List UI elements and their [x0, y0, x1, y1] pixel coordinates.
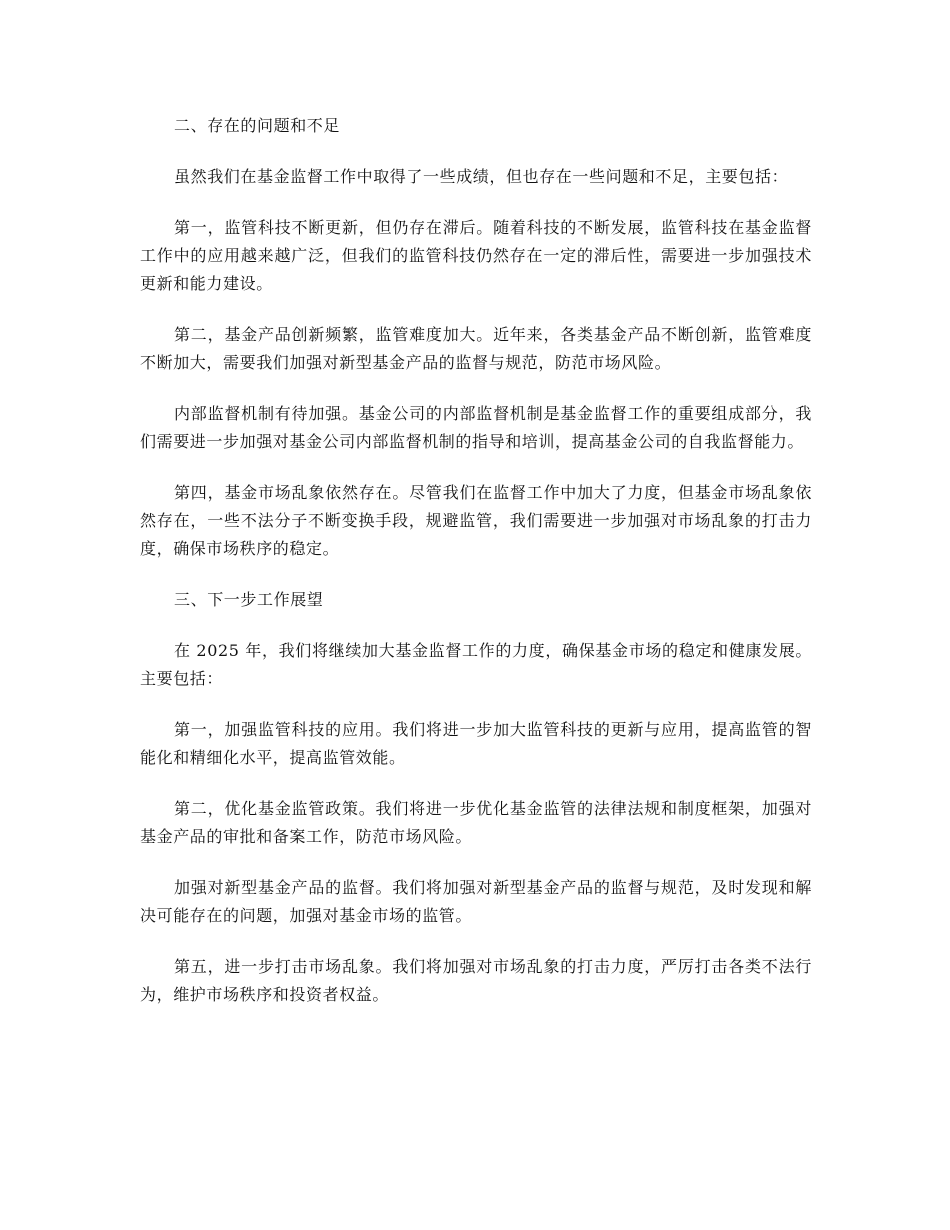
section-heading-outlook: 三、下一步工作展望: [174, 590, 324, 609]
paragraph-intro-outlook: 在 2025 年，我们将继续加大基金监督工作的力度，确保基金市场的稳定和健康发展。主要包括：: [140, 641, 812, 688]
paragraph-outlook-2: 第二，优化基金监管政策。我们将进一步优化基金监管的法律法规和制度框架，加强对基金产品的审批和备案工作，防范市场风险。: [140, 799, 812, 846]
section-heading-problems: 二、存在的问题和不足: [174, 116, 341, 135]
paragraph-outlook-1: 第一，加强监管科技的应用。我们将进一步加大监管科技的更新与应用，提高监管的智能化和精细化水平，提高监管效能。: [140, 720, 812, 767]
paragraph-problem-2: 第二，基金产品创新频繁，监管难度加大。近年来，各类基金产品不断创新，监管难度不断加大，需要我们加强对新型基金产品的监督与规范，防范市场风险。: [140, 325, 812, 372]
paragraph-outlook-5: 第五，进一步打击市场乱象。我们将加强对市场乱象的打击力度，严厉打击各类不法行为，维护市场秩序和投资者权益。: [140, 957, 812, 1004]
paragraph-problem-3: 内部监督机制有待加强。基金公司的内部监督机制是基金监督工作的重要组成部分，我们需要进一步加强对基金公司内部监督机制的指导和培训，提高基金公司的自我监督能力。: [140, 404, 812, 451]
paragraph-intro-problems: 虽然我们在基金监督工作中取得了一些成绩，但也存在一些问题和不足，主要包括：: [174, 167, 789, 186]
paragraph-outlook-3: 加强对新型基金产品的监督。我们将加强对新型基金产品的监督与规范，及时发现和解决可能存在的问题，加强对基金市场的监管。: [140, 878, 812, 925]
document-body: [140, 112, 812, 1032]
paragraph-problem-4: 第四，基金市场乱象依然存在。尽管我们在监督工作中加大了力度，但基金市场乱象依然存在，一些不法分子不断变换手段，规避监管，我们需要进一步加强对市场乱象的打击力度，确保市场秩序的稳定。: [140, 483, 812, 558]
paragraph-problem-1: 第一，监管科技不断更新，但仍存在滞后。随着科技的不断发展，监管科技在基金监督工作中的应用越来越广泛，但我们的监管科技仍然存在一定的滞后性，需要进一步加强技术更新和能力建设。: [140, 218, 812, 293]
